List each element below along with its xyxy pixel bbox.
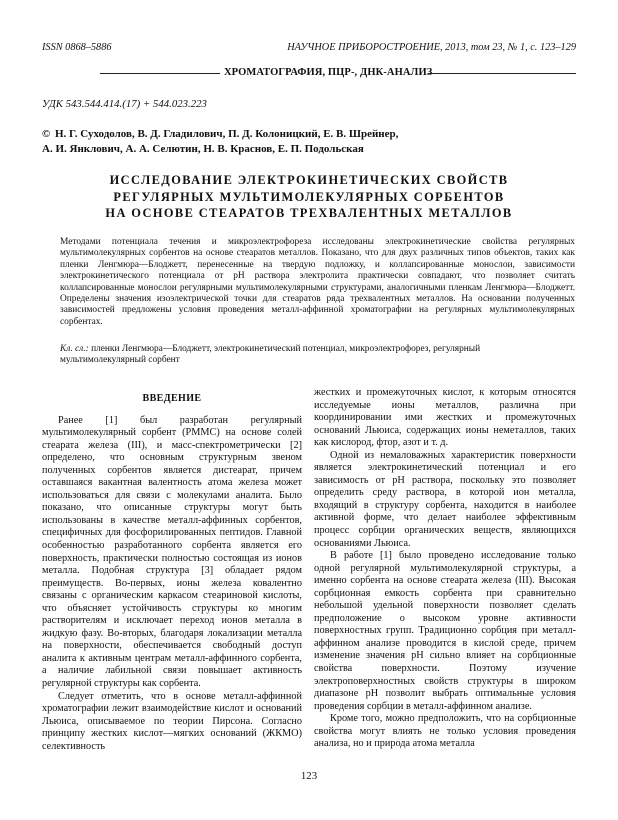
rubric-label: ХРОМАТОГРАФИЯ, ПЦР-, ДНК-АНАЛИЗ [224, 67, 433, 78]
author-list [42, 127, 576, 157]
paragraph: жестких и промежуточных кислот, к которым относятся исследуемые ионы металлов, различна при координировании ими жестких и промежуточных оснований Льюиса, содержащих ионы неметаллов, таких как кислород, фтор, азот и т. д. [314, 387, 576, 449]
authors-second-line: А. И. Янклович, А. А. Селютин, Н. В. Краснов, Е. П. Подольская [42, 143, 364, 155]
issn: ISSN 0868–5886 [42, 42, 112, 53]
keywords [60, 344, 520, 367]
rubric-rule-left [100, 73, 220, 74]
keywords-label: Кл. сл.: [60, 344, 89, 354]
authors-first-line: Н. Г. Суходолов, В. Д. Гладилович, П. Д. Колоницкий, Е. В. Шрейнер, [54, 128, 399, 140]
abstract: Методами потенциала течения и микроэлектрофореза исследованы электрокинетические свойства регулярных мультимолекулярных сорбентов на основе стеаратов металлов. Показано, что для двух различных типов объектов, таких как пленки Ленгмюра—Блоджетт, перенесенные на твердую подложку, и коллапсированные монослои, зависимости электрокинетического потенциала от pH раствора электролита практически совпадают, что позволяет считать коллапсированные монослои регулярными мультимолекулярными структурами, аналогичными пленкам Ленгмюра—Блоджетт. Определены значения изоэлектрической точки для стеаратов ряда трехвалентных металлов. На основании полученных зависимостей предложены условия проведения металл-аффинной хроматографии на регулярных мультимолекулярных сорбентах. [60, 237, 575, 327]
author-line-1 [42, 127, 576, 142]
title-line-3: НА ОСНОВЕ СТЕАРАТОВ ТРЕХВАЛЕНТНЫХ МЕТАЛЛОВ [105, 206, 513, 220]
keywords-text: пленки Ленгмюра—Блоджетт, электрокинетический потенциал, микроэлектрофорез, регулярный мультимолекулярный сорбент [60, 344, 481, 366]
article-title [42, 172, 576, 222]
title-line-2: РЕГУЛЯРНЫХ МУЛЬТИМОЛЕКУЛЯРНЫХ СОРБЕНТОВ [113, 189, 505, 204]
page-number: 123 [300, 770, 318, 782]
paragraph: Одной из немаловажных характеристик поверхности является электрокинетический потенциал и его зависимость от pH раствора, поскольку это позволяет определить среду раствора, в которой ион металла, входящий в структуру сорбента, находится в наиболее активной форме, что делает наиболее эффективным процесс сорбции органических веществ, являющихся основаниями Льюиса. [314, 449, 576, 549]
udk-code: УДК 543.544.414.(17) + 544.023.223 [42, 98, 207, 110]
rubric-rule-right [428, 73, 576, 74]
section-rubric [42, 67, 576, 81]
running-header [42, 42, 576, 56]
paragraph: Кроме того, можно предположить, что на сорбционные свойства могут влиять не только условия проведения анализа, но и природа атома металла [314, 713, 576, 750]
paragraph: В работе [1] было проведено исследование только одной регулярной мультимолекулярной структуры, а именно сорбента на основе стеарата железа (III). Высокая сорбционная емкость сорбента при сравнительно небольшой удельной поверхности позволяет сделать предположение о высоком уровне активности поверхностных групп. Традиционно сорбция при металл-аффинном анализе проводится в кислой среде, причем изменение значения pH сильно влияет на сорбционные свойства поверхности. Поэтому изучение электроповерхностных свойств структуры в широком диапазоне pH позволит выбрать оптимальные условия проведения сорбции в металл-аффинном анализе. [314, 550, 576, 712]
title-line-1: ИССЛЕДОВАНИЕ ЭЛЕКТРОКИНЕТИЧЕСКИХ СВОЙСТВ [109, 173, 509, 187]
left-column [42, 387, 302, 753]
journal-citation: НАУЧНОЕ ПРИБОРОСТРОЕНИЕ, 2013, том 23, № 1, c. 123–129 [287, 42, 576, 53]
paragraph: Ранее [1] был разработан регулярный мультимолекулярный сорбент (РММС) на основе солей стеарата железа (III), и масс-спектрометрически [2] определено, что основным структурным звеном полученных сорбентов является дистеарат, причем оставшаяся вакантная валентность атома железа может использоваться для связи с молекулами аналита. Было показано, что описанные структуры могут быть использованы в качестве металл-аффинных сорбентов, специфичных для фосфорилированных пептидов. Главной особенностью разработанного сорбента является его поверхность, практически полностью состоящая из ионов металла. Подобная структура [3] обладает рядом преимуществ. Во-первых, ионы железа ковалентно связаны с органическим каркасом стеариновой кислоты, что объясняет устойчивость структуры ко многим растворителям и исключает переход ионов металла в жидкую фазу. Во-вторых, благодаря локализации металла на поверхности, обеспечивается свободный доступ аналита к активным центрам металл-аффинного сорбента, а наличие лабильной связи повышает активность регулярной структуры как сорбента. [42, 414, 302, 690]
paragraph: Следует отметить, что в основе металл-аффинной хроматографии лежит взаимодействие кислот и оснований Льюиса, описываемое по теории Пирсона. Согласно принципу жестких кислот—мягких оснований (ЖКМО) селективность [42, 690, 302, 752]
introduction-heading: ВВЕДЕНИЕ [142, 393, 202, 404]
copyright-symbol: © [42, 128, 51, 140]
right-column [314, 387, 576, 751]
